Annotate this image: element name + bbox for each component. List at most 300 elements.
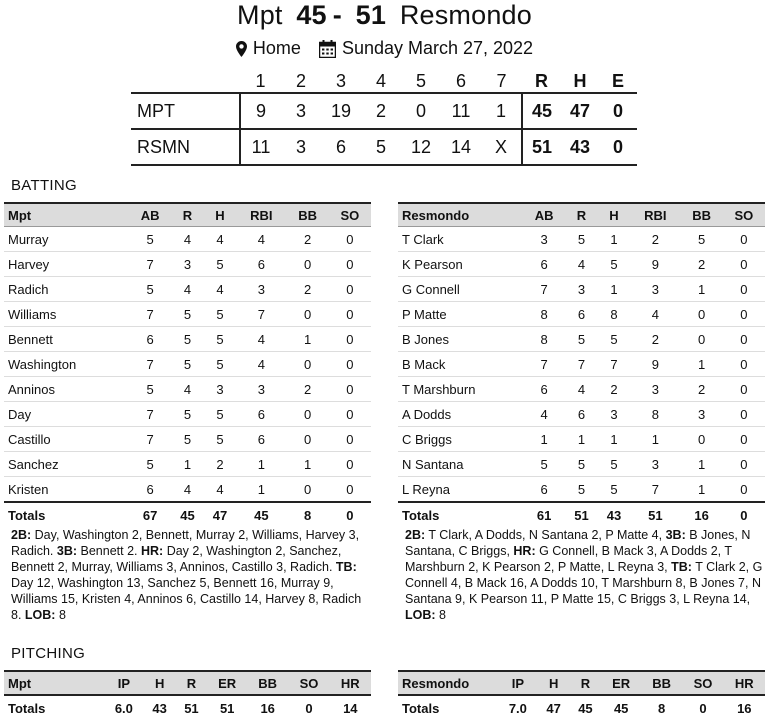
stat-cell: 0 bbox=[723, 427, 765, 452]
stat-cell: 61 bbox=[523, 502, 565, 527]
note-label: LOB: bbox=[24, 608, 56, 622]
stat-cell: 6 bbox=[523, 477, 565, 503]
batting-team-header: Mpt bbox=[4, 203, 129, 227]
stat-cell: 4 bbox=[204, 227, 237, 252]
stat-cell: 5 bbox=[171, 402, 204, 427]
stat-cell: 2 bbox=[287, 277, 329, 302]
stat-cell: 7 bbox=[565, 352, 598, 377]
team-abbr: RSMN bbox=[131, 129, 240, 165]
stat-cell: 0 bbox=[287, 427, 329, 452]
stat-cell: 5 bbox=[171, 302, 204, 327]
inning-header: 5 bbox=[415, 70, 426, 91]
stat-cell: 4 bbox=[171, 477, 204, 503]
stat-cell: 1 bbox=[681, 277, 723, 302]
pitching-totals-row bbox=[398, 695, 765, 720]
linescore-row-home bbox=[131, 129, 637, 165]
stat-cell: 0 bbox=[723, 402, 765, 427]
stat-cell: 0 bbox=[723, 352, 765, 377]
stat-cell: 1 bbox=[598, 427, 631, 452]
inning-runs: X bbox=[481, 129, 522, 165]
stat-cell: 45 bbox=[171, 502, 204, 527]
player-name: Bennett bbox=[4, 327, 129, 352]
stat-cell: 0 bbox=[681, 427, 723, 452]
inning-runs: 3 bbox=[281, 129, 321, 165]
stat-cell: 4 bbox=[236, 227, 286, 252]
col-header: BB bbox=[681, 203, 723, 227]
home-team-name: Resmondo bbox=[399, 0, 532, 30]
col-header: RBI bbox=[236, 203, 286, 227]
stat-cell: 4 bbox=[171, 227, 204, 252]
total-runs: 45 bbox=[522, 93, 561, 129]
batter-row bbox=[398, 402, 765, 427]
stat-cell: 8 bbox=[287, 502, 329, 527]
stat-cell: 0 bbox=[329, 227, 371, 252]
stat-cell: 5 bbox=[129, 377, 171, 402]
batting-notes-away bbox=[11, 527, 371, 623]
stat-cell: 47 bbox=[204, 502, 237, 527]
stat-cell: 0 bbox=[287, 352, 329, 377]
stat-cell: 5 bbox=[204, 427, 237, 452]
batter-row bbox=[4, 327, 371, 352]
linescore-corner bbox=[131, 70, 240, 93]
inning-runs: 12 bbox=[401, 129, 441, 165]
stat-cell: 5 bbox=[565, 327, 598, 352]
batting-section-title: BATTING bbox=[11, 177, 77, 194]
col-header: AB bbox=[129, 203, 171, 227]
stat-cell: 5 bbox=[129, 277, 171, 302]
stat-cell: 51 bbox=[630, 502, 680, 527]
col-header: RBI bbox=[630, 203, 680, 227]
col-header: SO bbox=[682, 671, 723, 695]
inning-runs: 19 bbox=[321, 93, 361, 129]
player-name: K Pearson bbox=[398, 252, 523, 277]
stat-cell: 5 bbox=[598, 252, 631, 277]
total-hits: 43 bbox=[561, 129, 599, 165]
runs-header: R bbox=[535, 70, 548, 91]
stat-cell: 3 bbox=[171, 252, 204, 277]
note-label: TB: bbox=[671, 560, 692, 574]
stat-cell: 5 bbox=[565, 452, 598, 477]
totals-label: Totals bbox=[4, 502, 129, 527]
stat-cell: 1 bbox=[598, 227, 631, 252]
stat-cell: 51 bbox=[207, 695, 247, 720]
inning-runs: 0 bbox=[401, 93, 441, 129]
stat-cell: 1 bbox=[681, 452, 723, 477]
inning-runs: 9 bbox=[240, 93, 281, 129]
batter-row bbox=[4, 402, 371, 427]
stat-cell: 7 bbox=[129, 427, 171, 452]
stat-cell: 1 bbox=[565, 427, 598, 452]
note-text: 8 bbox=[58, 608, 66, 622]
stat-cell: 3 bbox=[523, 227, 565, 252]
linescore-row-away bbox=[131, 93, 637, 129]
total-hits: 47 bbox=[561, 93, 599, 129]
stat-cell: 3 bbox=[630, 277, 680, 302]
batting-table-home bbox=[398, 202, 765, 527]
stat-cell: 3 bbox=[630, 377, 680, 402]
stat-cell: 0 bbox=[329, 277, 371, 302]
stat-cell: 2 bbox=[681, 377, 723, 402]
stat-cell: 6 bbox=[236, 252, 286, 277]
stat-cell: 4 bbox=[565, 377, 598, 402]
note-label: LOB: bbox=[405, 608, 436, 622]
col-header: HR bbox=[724, 671, 765, 695]
stat-cell: 16 bbox=[247, 695, 288, 720]
stat-cell: 6 bbox=[565, 402, 598, 427]
batting-totals-row bbox=[4, 502, 371, 527]
batter-row bbox=[398, 327, 765, 352]
total-runs: 51 bbox=[522, 129, 561, 165]
stat-cell: 5 bbox=[523, 452, 565, 477]
stat-cell: 5 bbox=[565, 227, 598, 252]
col-header: ER bbox=[601, 671, 641, 695]
pitching-totals-row bbox=[4, 695, 371, 720]
stat-cell: 2 bbox=[598, 377, 631, 402]
stat-cell: 3 bbox=[236, 377, 286, 402]
game-date bbox=[319, 38, 533, 59]
inning-runs: 1 bbox=[481, 93, 522, 129]
stat-cell: 3 bbox=[565, 277, 598, 302]
player-name: Anninos bbox=[4, 377, 129, 402]
stat-cell: 5 bbox=[565, 477, 598, 503]
stat-cell: 6 bbox=[236, 402, 286, 427]
stat-cell: 1 bbox=[171, 452, 204, 477]
batter-row bbox=[4, 377, 371, 402]
stat-cell: 5 bbox=[204, 327, 237, 352]
stat-cell: 2 bbox=[630, 227, 680, 252]
stat-cell: 5 bbox=[204, 302, 237, 327]
stat-cell: 4 bbox=[236, 327, 286, 352]
col-header: H bbox=[204, 203, 237, 227]
stat-cell: 1 bbox=[236, 452, 286, 477]
stat-cell: 7 bbox=[630, 477, 680, 503]
stat-cell: 6 bbox=[129, 477, 171, 503]
col-header: H bbox=[538, 671, 570, 695]
stat-cell: 1 bbox=[236, 477, 286, 503]
stat-cell: 5 bbox=[598, 327, 631, 352]
stat-cell: 4 bbox=[171, 277, 204, 302]
stat-cell: 7 bbox=[129, 402, 171, 427]
stat-cell: 51 bbox=[565, 502, 598, 527]
note-text: G Connell, B Mack 3, A Dodds 2, T Marshburn 2, K Pearson 2, P Matte, L Reyna 3, bbox=[405, 544, 732, 574]
date-text: Sunday March 27, 2022 bbox=[341, 38, 534, 58]
col-header: IP bbox=[104, 671, 144, 695]
stat-cell: 0 bbox=[287, 302, 329, 327]
note-label: HR: bbox=[513, 544, 536, 558]
stat-cell: 0 bbox=[682, 695, 723, 720]
col-header: H bbox=[598, 203, 631, 227]
pitching-section-title: PITCHING bbox=[11, 645, 86, 662]
col-header: BB bbox=[641, 671, 682, 695]
col-header: SO bbox=[329, 203, 371, 227]
stat-cell: 45 bbox=[570, 695, 602, 720]
note-text: 8 bbox=[439, 608, 446, 622]
col-header: SO bbox=[723, 203, 765, 227]
stat-cell: 0 bbox=[287, 477, 329, 503]
stat-cell: 4 bbox=[171, 377, 204, 402]
away-score: 45 bbox=[296, 0, 327, 30]
col-header: HR bbox=[330, 671, 371, 695]
stat-cell: 5 bbox=[204, 402, 237, 427]
stat-cell: 0 bbox=[723, 502, 765, 527]
stat-cell: 2 bbox=[630, 327, 680, 352]
stat-cell: 0 bbox=[723, 252, 765, 277]
stat-cell: 1 bbox=[287, 452, 329, 477]
batting-table-away bbox=[4, 202, 371, 527]
stat-cell: 1 bbox=[287, 327, 329, 352]
stat-cell: 0 bbox=[329, 302, 371, 327]
player-name: L Reyna bbox=[398, 477, 523, 503]
col-header: R bbox=[171, 203, 204, 227]
stat-cell: 0 bbox=[288, 695, 329, 720]
game-meta bbox=[0, 38, 769, 59]
stat-cell: 7 bbox=[598, 352, 631, 377]
stat-cell: 5 bbox=[171, 327, 204, 352]
pitching-table-away bbox=[4, 670, 371, 720]
stat-cell: 5 bbox=[204, 352, 237, 377]
stat-cell: 3 bbox=[236, 277, 286, 302]
player-name: Castillo bbox=[4, 427, 129, 452]
pitching-team-header: Resmondo bbox=[398, 671, 498, 695]
stat-cell: 1 bbox=[523, 427, 565, 452]
stat-cell: 6 bbox=[565, 302, 598, 327]
note-label: 3B: bbox=[665, 528, 686, 542]
score-dash: - bbox=[332, 0, 342, 30]
stat-cell: 5 bbox=[171, 352, 204, 377]
note-label: 3B: bbox=[56, 544, 78, 558]
player-name: Day bbox=[4, 402, 129, 427]
col-header: BB bbox=[247, 671, 288, 695]
stat-cell: 4 bbox=[630, 302, 680, 327]
stat-cell: 0 bbox=[681, 302, 723, 327]
stat-cell: 0 bbox=[329, 502, 371, 527]
total-errors: 0 bbox=[599, 129, 637, 165]
pitching-table-home bbox=[398, 670, 765, 720]
stat-cell: 0 bbox=[329, 327, 371, 352]
col-header: ER bbox=[207, 671, 247, 695]
player-name: G Connell bbox=[398, 277, 523, 302]
stat-cell: 4 bbox=[204, 477, 237, 503]
col-header: R bbox=[176, 671, 208, 695]
stat-cell: 4 bbox=[236, 352, 286, 377]
note-label: TB: bbox=[335, 560, 357, 574]
inning-header: 2 bbox=[295, 70, 306, 91]
score-title bbox=[0, 0, 769, 30]
stat-cell: 4 bbox=[523, 402, 565, 427]
batter-row bbox=[4, 452, 371, 477]
stat-cell: 0 bbox=[329, 252, 371, 277]
col-header: SO bbox=[288, 671, 329, 695]
stat-cell: 45 bbox=[601, 695, 641, 720]
inning-header: 3 bbox=[335, 70, 346, 91]
stat-cell: 0 bbox=[723, 477, 765, 503]
batting-totals-row bbox=[398, 502, 765, 527]
player-name: C Briggs bbox=[398, 427, 523, 452]
stat-cell: 2 bbox=[287, 227, 329, 252]
pitching-team-header: Mpt bbox=[4, 671, 104, 695]
stat-cell: 4 bbox=[565, 252, 598, 277]
player-name: Sanchez bbox=[4, 452, 129, 477]
batter-row bbox=[4, 477, 371, 503]
home-score: 51 bbox=[355, 0, 387, 30]
stat-cell: 0 bbox=[329, 402, 371, 427]
note-text: Day, Washington 2, Bennett, Murray 2, Williams, Harvey 3, Radich. bbox=[11, 528, 360, 558]
stat-cell: 1 bbox=[598, 277, 631, 302]
stat-cell: 6 bbox=[523, 377, 565, 402]
hits-header: H bbox=[573, 70, 587, 91]
inning-runs: 11 bbox=[441, 93, 481, 129]
stat-cell: 6.0 bbox=[104, 695, 144, 720]
stat-cell: 6 bbox=[236, 427, 286, 452]
stat-cell: 5 bbox=[171, 427, 204, 452]
note-text: B Jones, N Santana, C Briggs, bbox=[405, 528, 751, 558]
inning-runs: 5 bbox=[361, 129, 401, 165]
location-text: Home bbox=[252, 38, 301, 58]
player-name: Kristen bbox=[4, 477, 129, 503]
batter-row bbox=[398, 477, 765, 503]
inning-runs: 6 bbox=[321, 129, 361, 165]
player-name: T Marshburn bbox=[398, 377, 523, 402]
note-text: Bennett 2. bbox=[80, 544, 138, 558]
stat-cell: 0 bbox=[723, 452, 765, 477]
stat-cell: 8 bbox=[630, 402, 680, 427]
away-team-name: Mpt bbox=[237, 0, 283, 30]
inning-header: 1 bbox=[255, 70, 266, 91]
batter-row bbox=[398, 377, 765, 402]
batter-row bbox=[4, 277, 371, 302]
stat-cell: 0 bbox=[723, 377, 765, 402]
stat-cell: 14 bbox=[330, 695, 371, 720]
col-header: R bbox=[565, 203, 598, 227]
note-label: 2B: bbox=[405, 528, 426, 542]
batter-row bbox=[398, 452, 765, 477]
batter-row bbox=[4, 352, 371, 377]
stat-cell: 5 bbox=[129, 452, 171, 477]
stat-cell: 3 bbox=[630, 452, 680, 477]
stat-cell: 5 bbox=[598, 452, 631, 477]
inning-header: 7 bbox=[496, 70, 507, 91]
stat-cell: 3 bbox=[204, 377, 237, 402]
col-header: AB bbox=[523, 203, 565, 227]
player-name: T Clark bbox=[398, 227, 523, 252]
stat-cell: 6 bbox=[523, 252, 565, 277]
stat-cell: 6 bbox=[129, 327, 171, 352]
player-name: N Santana bbox=[398, 452, 523, 477]
stat-cell: 7 bbox=[129, 302, 171, 327]
stat-cell: 43 bbox=[144, 695, 176, 720]
batter-row bbox=[4, 252, 371, 277]
stat-cell: 43 bbox=[598, 502, 631, 527]
stat-cell: 0 bbox=[329, 352, 371, 377]
col-header: R bbox=[570, 671, 602, 695]
stat-cell: 47 bbox=[538, 695, 570, 720]
inning-runs: 2 bbox=[361, 93, 401, 129]
stat-cell: 7 bbox=[523, 277, 565, 302]
stat-cell: 7 bbox=[129, 252, 171, 277]
stat-cell: 16 bbox=[724, 695, 765, 720]
stat-cell: 7 bbox=[236, 302, 286, 327]
stat-cell: 0 bbox=[329, 427, 371, 452]
note-text: Day 2, Washington 2, Sanchez, Bennett 2, Murray, Williams 3, Anninos, Castillo 3, Radich. bbox=[11, 544, 342, 574]
player-name: Harvey bbox=[4, 252, 129, 277]
player-name: Williams bbox=[4, 302, 129, 327]
player-name: P Matte bbox=[398, 302, 523, 327]
stat-cell: 7 bbox=[129, 352, 171, 377]
stat-cell: 0 bbox=[287, 252, 329, 277]
team-abbr: MPT bbox=[131, 93, 240, 129]
stat-cell: 67 bbox=[129, 502, 171, 527]
col-header: H bbox=[144, 671, 176, 695]
stat-cell: 0 bbox=[681, 327, 723, 352]
stat-cell: 8 bbox=[641, 695, 682, 720]
stat-cell: 3 bbox=[681, 402, 723, 427]
stat-cell: 7 bbox=[523, 352, 565, 377]
stat-cell: 0 bbox=[723, 327, 765, 352]
player-name: A Dodds bbox=[398, 402, 523, 427]
batter-row bbox=[398, 427, 765, 452]
stat-cell: 2 bbox=[204, 452, 237, 477]
batter-row bbox=[4, 227, 371, 252]
stat-cell: 5 bbox=[204, 252, 237, 277]
player-name: Washington bbox=[4, 352, 129, 377]
stat-cell: 0 bbox=[723, 302, 765, 327]
inning-header: 4 bbox=[375, 70, 386, 91]
note-label: 2B: bbox=[11, 528, 32, 542]
inning-runs: 3 bbox=[281, 93, 321, 129]
stat-cell: 5 bbox=[129, 227, 171, 252]
stat-cell: 45 bbox=[236, 502, 286, 527]
totals-label: Totals bbox=[398, 502, 523, 527]
stat-cell: 5 bbox=[598, 477, 631, 503]
player-name: B Jones bbox=[398, 327, 523, 352]
stat-cell: 9 bbox=[630, 252, 680, 277]
stat-cell: 1 bbox=[681, 477, 723, 503]
stat-cell: 8 bbox=[523, 327, 565, 352]
note-text: Day 12, Washington 13, Sanchez 5, Bennett 16, Murray 9, Williams 15, Kristen 4, Anninos 6, Castillo 14, Harvey 8, Radich 8. bbox=[11, 576, 362, 622]
inning-runs: 14 bbox=[441, 129, 481, 165]
batter-row bbox=[398, 277, 765, 302]
batter-row bbox=[4, 427, 371, 452]
stat-cell: 2 bbox=[681, 252, 723, 277]
stat-cell: 5 bbox=[681, 227, 723, 252]
stat-cell: 1 bbox=[681, 352, 723, 377]
map-marker-icon bbox=[236, 41, 247, 57]
game-header bbox=[0, 0, 769, 59]
stat-cell: 8 bbox=[598, 302, 631, 327]
stat-cell: 0 bbox=[329, 477, 371, 503]
batter-row bbox=[398, 352, 765, 377]
errors-header: E bbox=[611, 70, 624, 91]
batting-team-header: Resmondo bbox=[398, 203, 523, 227]
totals-label: Totals bbox=[398, 695, 498, 720]
calendar-icon bbox=[319, 40, 336, 58]
stat-cell: 0 bbox=[723, 227, 765, 252]
batter-row bbox=[4, 302, 371, 327]
note-text: T Clark 2, G Connell 4, B Mack 16, A Dodds 10, T Marshburn 8, B Jones 7, N Santana 9, K Pearson 11, P Matte 15, C Briggs 3, L Reyna 14, bbox=[405, 560, 763, 606]
stat-cell: 0 bbox=[287, 402, 329, 427]
stat-cell: 16 bbox=[681, 502, 723, 527]
batter-row bbox=[398, 227, 765, 252]
batting-notes-home bbox=[405, 527, 765, 623]
stat-cell: 9 bbox=[630, 352, 680, 377]
inning-header: 6 bbox=[455, 70, 466, 91]
col-header: BB bbox=[287, 203, 329, 227]
stat-cell: 7.0 bbox=[498, 695, 538, 720]
stat-cell: 8 bbox=[523, 302, 565, 327]
stat-cell: 2 bbox=[287, 377, 329, 402]
player-name: B Mack bbox=[398, 352, 523, 377]
stat-cell: 1 bbox=[630, 427, 680, 452]
